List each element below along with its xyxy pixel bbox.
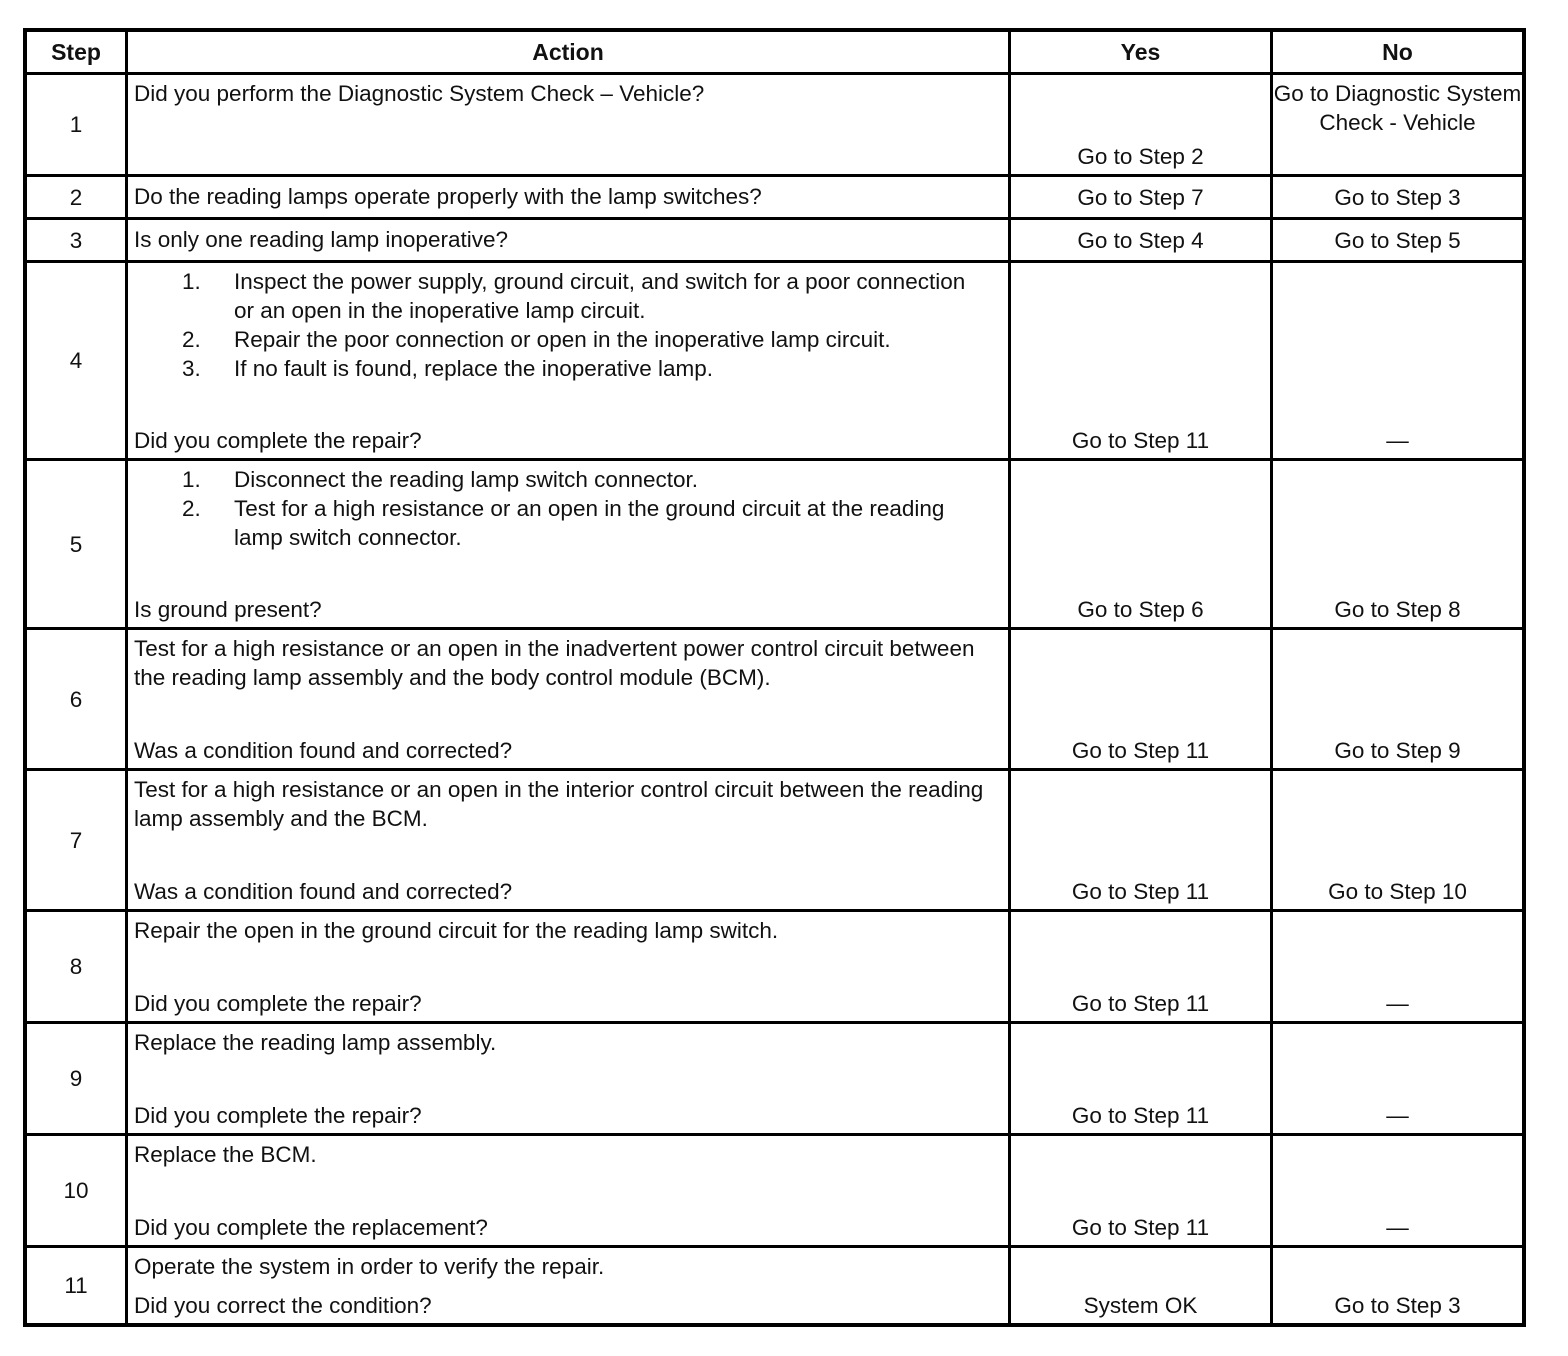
action-text: Repair the open in the ground circuit for the reading lamp switch. xyxy=(134,918,779,943)
action-cell xyxy=(128,177,1008,217)
yes-cell: Go to Step 6 xyxy=(1011,461,1270,627)
no-cell: Go to Step 3 xyxy=(1273,1248,1522,1323)
action-text: Do the reading lamps operate properly with the lamp switches? xyxy=(134,184,762,209)
step-number: 7 xyxy=(27,771,125,909)
step-number: 5 xyxy=(27,461,125,627)
action-question: Did you complete the repair? xyxy=(134,428,422,453)
action-cell xyxy=(128,263,1008,458)
list-item: 1. Inspect the power supply, ground circuit, and switch for a poor connection or an open in the inoperative lamp circuit. xyxy=(182,269,966,323)
list-item: 2. Repair the poor connection or open in the inoperative lamp circuit. xyxy=(182,327,891,352)
list-item: 3. If no fault is found, replace the inoperative lamp. xyxy=(182,356,714,381)
no-cell: — xyxy=(1273,263,1522,458)
no-cell: Go to Step 5 xyxy=(1273,220,1522,260)
no-cell: — xyxy=(1273,912,1522,1021)
action-question: Did you complete the repair? xyxy=(134,1103,422,1128)
list-item: 2. Test for a high resistance or an open in the ground circuit at the reading lamp switch connector. xyxy=(182,496,945,550)
action-cell xyxy=(128,220,1008,260)
action-question: Was a condition found and corrected? xyxy=(134,879,513,904)
yes-cell: Go to Step 7 xyxy=(1011,177,1270,217)
action-cell xyxy=(128,75,1008,174)
action-text: Test for a high resistance or an open in the interior control circuit between the reading lamp assembly and the BCM. xyxy=(134,777,984,831)
yes-cell: Go to Step 4 xyxy=(1011,220,1270,260)
header-step: Step xyxy=(27,32,125,72)
action-cell xyxy=(128,912,1008,1021)
header-no: No xyxy=(1273,32,1522,72)
action-question: Did you complete the replacement? xyxy=(134,1215,488,1240)
step-number: 3 xyxy=(27,220,125,260)
action-list xyxy=(134,267,1002,383)
action-question: Did you correct the condition? xyxy=(134,1293,432,1318)
action-cell xyxy=(128,1024,1008,1133)
action-text: Operate the system in order to verify the repair. xyxy=(134,1254,605,1279)
yes-cell: Go to Step 11 xyxy=(1011,1024,1270,1133)
action-question: Did you complete the repair? xyxy=(134,991,422,1016)
action-cell xyxy=(128,1248,1008,1323)
header-action: Action xyxy=(128,32,1008,72)
step-number: 1 xyxy=(27,75,125,174)
no-cell: — xyxy=(1273,1024,1522,1133)
no-cell: Go to Step 9 xyxy=(1273,630,1522,768)
no-cell: Go to Step 8 xyxy=(1273,461,1522,627)
action-text: Replace the BCM. xyxy=(134,1142,317,1167)
action-cell xyxy=(128,1136,1008,1245)
yes-cell: Go to Step 11 xyxy=(1011,630,1270,768)
no-cell: Go to Step 3 xyxy=(1273,177,1522,217)
no-cell: Go to Diagnostic System Check - Vehicle xyxy=(1273,75,1522,174)
step-number: 10 xyxy=(27,1136,125,1245)
list-item: 1. Disconnect the reading lamp switch connector. xyxy=(182,467,698,492)
action-text: Is only one reading lamp inoperative? xyxy=(134,227,508,252)
header-yes: Yes xyxy=(1011,32,1270,72)
yes-cell: Go to Step 11 xyxy=(1011,771,1270,909)
action-cell xyxy=(128,630,1008,768)
no-cell: Go to Step 10 xyxy=(1273,771,1522,909)
yes-cell: Go to Step 11 xyxy=(1011,912,1270,1021)
action-text: Test for a high resistance or an open in the inadvertent power control circuit between the reading lamp assembly and the body control module (BCM). xyxy=(134,636,975,690)
step-number: 9 xyxy=(27,1024,125,1133)
diagnostic-table xyxy=(23,28,1526,1327)
action-text: Did you perform the Diagnostic System Check – Vehicle? xyxy=(134,81,705,106)
step-number: 2 xyxy=(27,177,125,217)
step-number: 6 xyxy=(27,630,125,768)
yes-cell: System OK xyxy=(1011,1248,1270,1323)
yes-cell: Go to Step 2 xyxy=(1011,75,1270,174)
action-text: Replace the reading lamp assembly. xyxy=(134,1030,497,1055)
step-number: 11 xyxy=(27,1248,125,1323)
step-number: 8 xyxy=(27,912,125,1021)
yes-cell: Go to Step 11 xyxy=(1011,263,1270,458)
action-list xyxy=(134,465,1002,552)
action-question: Is ground present? xyxy=(134,597,322,622)
yes-cell: Go to Step 11 xyxy=(1011,1136,1270,1245)
step-number: 4 xyxy=(27,263,125,458)
action-cell xyxy=(128,461,1008,627)
action-cell xyxy=(128,771,1008,909)
action-question: Was a condition found and corrected? xyxy=(134,738,513,763)
no-cell: — xyxy=(1273,1136,1522,1245)
